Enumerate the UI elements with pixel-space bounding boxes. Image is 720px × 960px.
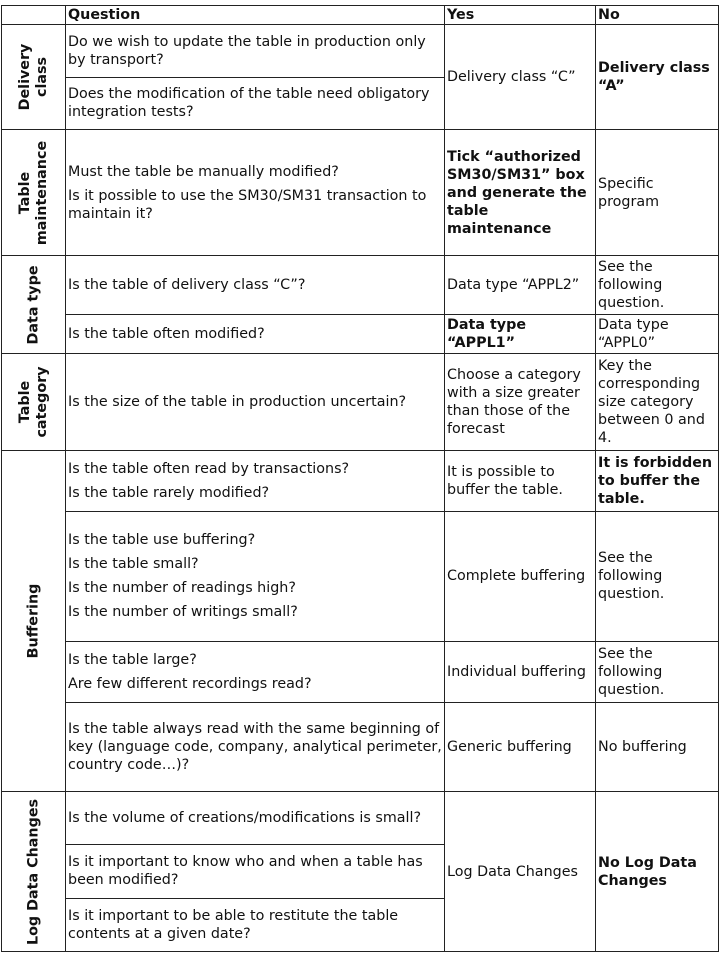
table-row xyxy=(2,314,719,353)
no-cell: Specific program xyxy=(596,130,719,256)
no-cell: See the following question. xyxy=(596,641,719,702)
yes-cell: Complete buffering xyxy=(445,512,596,641)
question-cell xyxy=(66,354,445,451)
question-text: Is the number of readings high? xyxy=(68,580,296,597)
yes-cell: Generic buffering xyxy=(445,702,596,791)
yes-cell: Tick “authorized SM30/SM31” box and generate the table maintenance xyxy=(445,130,596,256)
header-row xyxy=(2,6,719,25)
section-label: Buffering xyxy=(25,583,41,659)
question-cell xyxy=(66,641,445,702)
question-cell xyxy=(66,77,445,130)
question-cell xyxy=(66,314,445,353)
header-yes: Yes xyxy=(445,6,596,25)
question-text: Is the table of delivery class “C”? xyxy=(68,276,306,293)
table-row xyxy=(2,792,719,845)
section-table-category xyxy=(2,354,66,451)
yes-cell: Log Data Changes xyxy=(445,792,596,952)
question-text: Is it important to know who and when a table has been modified? xyxy=(68,854,423,889)
table-row xyxy=(2,25,719,78)
question-cell xyxy=(66,451,445,512)
no-cell: It is forbidden to buffer the table. xyxy=(596,451,719,512)
question-cell xyxy=(66,512,445,641)
question-cell xyxy=(66,792,445,845)
yes-cell: Delivery class “C” xyxy=(445,25,596,130)
section-log-data-changes xyxy=(2,792,66,952)
question-cell xyxy=(66,898,445,951)
yes-cell: Choose a category with a size greater than those of the forecast xyxy=(445,354,596,451)
header-question: Question xyxy=(66,6,445,25)
table-row xyxy=(2,451,719,512)
table-row xyxy=(2,256,719,315)
section-label: Table category xyxy=(16,366,50,438)
table-row xyxy=(2,130,719,256)
no-cell: No buffering xyxy=(596,702,719,791)
no-cell: Delivery class “A” xyxy=(596,25,719,130)
yes-cell: Data type “APPL2” xyxy=(445,256,596,315)
question-cell xyxy=(66,25,445,78)
question-text: Is it important to be able to restitute the table contents at a given date? xyxy=(68,907,399,942)
question-text: Must the table be manually modified? xyxy=(68,163,339,180)
header-corner xyxy=(2,6,66,25)
question-cell xyxy=(66,256,445,315)
question-cell xyxy=(66,845,445,898)
table-row xyxy=(2,641,719,702)
question-text: Is the table often read by transactions? xyxy=(68,461,350,478)
yes-cell: Data type “APPL1” xyxy=(445,314,596,353)
question-text: Is the number of writings small? xyxy=(68,604,298,621)
no-cell: Data type “APPL0” xyxy=(596,314,719,353)
section-table-maintenance xyxy=(2,130,66,256)
section-data-type xyxy=(2,256,66,354)
table-row xyxy=(2,512,719,641)
question-text: Is the table always read with the same beginning of key (language code, company, analytical perimeter, country code…)? xyxy=(68,720,442,773)
no-cell: See the following question. xyxy=(596,512,719,641)
question-text: Is the table use buffering? xyxy=(68,532,256,549)
section-label: Table maintenance xyxy=(16,140,50,245)
table-row xyxy=(2,354,719,451)
header-no: No xyxy=(596,6,719,25)
question-text: Is the table often modified? xyxy=(68,325,265,342)
question-text: Is the table rarely modified? xyxy=(68,485,270,502)
yes-cell: Individual buffering xyxy=(445,641,596,702)
question-cell xyxy=(66,130,445,256)
section-buffering xyxy=(2,451,66,792)
section-label: Data type xyxy=(25,264,41,345)
question-text: Is the table small? xyxy=(68,556,199,573)
no-cell: Key the corresponding size category between 0 and 4. xyxy=(596,354,719,451)
question-text: Are few different recordings read? xyxy=(68,675,312,692)
yes-cell: It is possible to buffer the table. xyxy=(445,451,596,512)
question-text: Is it possible to use the SM30/SM31 transaction to maintain it? xyxy=(68,187,427,222)
section-label: Log Data Changes xyxy=(25,798,41,945)
question-text: Does the modification of the table need obligatory integration tests? xyxy=(68,86,430,121)
question-cell xyxy=(66,702,445,791)
no-cell: See the following question. xyxy=(596,256,719,315)
question-text: Do we wish to update the table in production only by transport? xyxy=(68,33,426,68)
question-text: Is the table large? xyxy=(68,651,197,668)
question-text: Is the size of the table in production uncertain? xyxy=(68,394,407,410)
section-delivery-class xyxy=(2,25,66,130)
decision-table xyxy=(1,5,719,952)
table-row xyxy=(2,702,719,791)
no-cell: No Log Data Changes xyxy=(596,792,719,952)
section-label: Delivery class xyxy=(16,43,50,111)
question-text: Is the volume of creations/modifications is small? xyxy=(68,810,422,827)
